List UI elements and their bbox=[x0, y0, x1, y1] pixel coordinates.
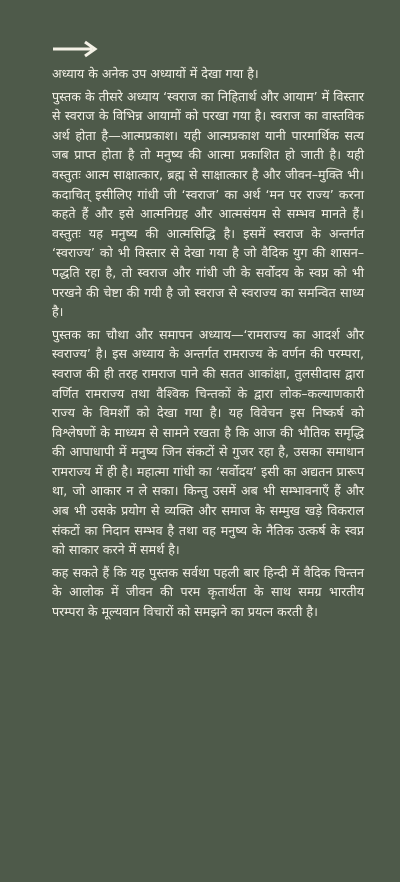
flap-text bbox=[52, 64, 364, 622]
paragraph-third-chapter: पुस्तक के तीसरे अध्याय ‘स्वराज का निहितार्थ और आयाम’ में विस्तार से स्वराज के विभिन्न आयामों को परखा गया है। स्वराज का वास्तविक अर्थ होता है—आत्मप्रकाश। यही आत्मप्रकाश यानी पारमार्थिक सत्य जब प्राप्त होता है तो मनुष्य की आत्मा प्रकाशित हो जाती है। यही वस्तुतः आत्म साक्षात्कार, ब्रह्म से साक्षात्कार है और जीवन–मुक्ति भी। कदाचित् इसीलिए गांधी जी ‘स्वराज’ का अर्थ ‘मन पर राज्य’ करना कहते हैं और इसे आत्मनिग्रह और आत्मसंयम से सम्भव मानते हैं। वस्तुतः यह मनुष्य की आत्मसिद्धि है। इसमें स्वराज के अन्तर्गत ‘स्वराज्य’ को भी विस्तार से देखा गया है जो वैदिक युग की शासन–पद्धति रहा है, तो स्वराज और गांधी जी के सर्वोदय के स्वप्न को भी परखने की चेष्टा की गयी है जो स्वराज से स्वराज्य का समन्वित साध्य है। bbox=[52, 88, 364, 320]
paragraph-fourth-chapter: पुस्तक का चौथा और समापन अध्याय—‘रामराज्य का आदर्श और स्वराज्य’ है। इस अध्याय के अन्तर्गत रामराज्य के वर्णन की परम्परा, स्वराज की ही तरह रामराज पाने की सतत आकांक्षा, तुलसीदास द्वारा वर्णित रामराज्य तथा वैश्विक चिन्तकों के द्वारा लोक–कल्याणकारी राज्य के विमर्शों को देखा गया है। यह विवेचन इस निष्कर्ष को विश्लेषणों के माध्यम से सामने रखता है कि आज की भौतिक समृद्धि की आपाधापी में मनुष्य जिन संकटों से गुजर रहा है, उसका समाधान रामराज्य में ही है। महात्मा गांधी का ‘सर्वोदय’ इसी का अद्यतन प्रारूप था, जो आकार न ले सका। किन्तु उसमें अब भी सम्भावनाएँ हैं और अब भी उसके प्रयोग से व्यक्ति और समाज के सम्मुख खड़े विकराल संकटों का निदान सम्भव है तथा वह मनुष्य के नैतिक उत्कर्ष के स्वप्न को साकार करने में समर्थ है। bbox=[52, 326, 364, 558]
right-arrow-icon bbox=[52, 38, 100, 60]
paragraph-continuation: अध्याय के अनेक उप अध्यायों में देखा गया है। bbox=[52, 66, 259, 81]
paragraph-conclusion: कह सकते हैं कि यह पुस्तक सर्वथा पहली बार हिन्दी में वैदिक चिन्तन के आलोक में जीवन की परम कृतार्थता के साथ समग्र भारतीय परम्परा के मूल्यवान विचारों को समझने का प्रयत्न करती है। bbox=[52, 564, 364, 620]
